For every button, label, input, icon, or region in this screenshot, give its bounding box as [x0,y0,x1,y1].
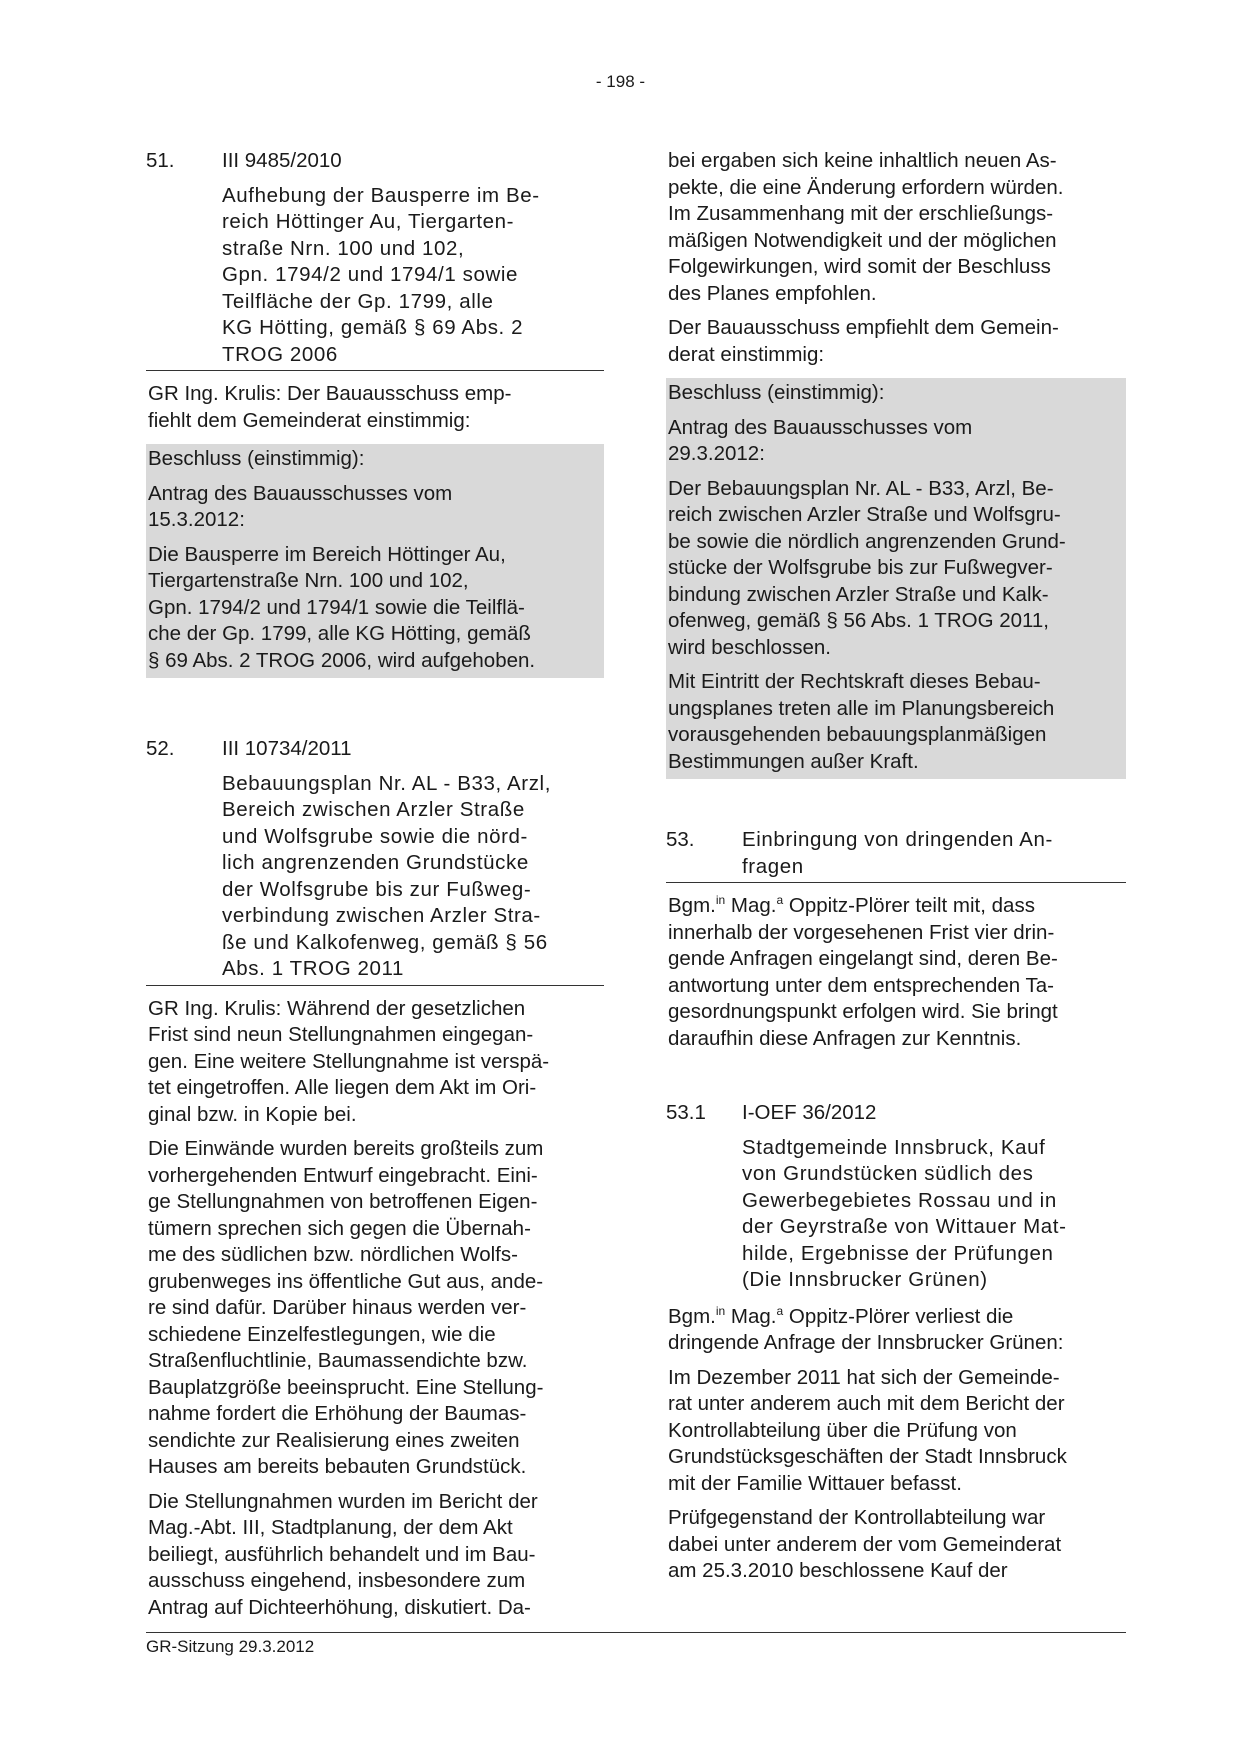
text-line: TROG 2006 [222,342,338,366]
item-52-header [146,736,604,763]
item-53-1-number: 53.1 [666,1101,706,1124]
text-line: grubenweges ins öffentliche Gut aus, ande- [148,1269,544,1293]
left-column [146,148,604,1621]
text-line: von Grundstücken südlich des [742,1162,1034,1185]
item-51-reference: III 9485/2010 [222,149,342,172]
text-line: re sind dafür. Darüber hinaus werden ver- [148,1296,527,1319]
item-52-recommendation [666,315,1126,368]
item-52-paragraph-2 [146,1136,604,1481]
text-line: Mit Eintritt der Rechtskraft dieses Bebau- [668,670,1041,693]
text-line: des Planes empfohlen. [668,281,877,305]
text-line: lich angrenzenden Grundstücke [222,851,529,874]
item-52-motion [668,415,1122,468]
text-line: Teilfläche der Gp. 1799, alle [222,289,494,313]
mag-suffix-2: a [776,1303,784,1318]
text-line: der Wolfsgrube bis zur Fußweg- [222,877,532,901]
text-line: Frist sind neun Stellungnahmen eingegan- [148,1023,534,1046]
text-line: dringende Anfrage der Innsbrucker Grünen: [668,1331,1064,1354]
item-51-divider [146,370,604,371]
text-line: Einbringung von dringenden An- [742,828,1053,851]
item-52-effect-text [668,669,1122,775]
footer-text: GR-Sitzung 29.3.2012 [146,1637,315,1656]
mag-title: Mag. [730,894,777,917]
text-line: antwortung unter dem entsprechenden Ta- [668,973,1054,997]
text-line: ausschuss eingehend, insbesondere zum [148,1569,526,1592]
text-line: derat einstimmig: [668,342,825,366]
text-line: ginal bzw. in Kopie bei. [148,1102,357,1126]
text-line: daraufhin diese Anfragen zur Kenntnis. [668,1026,1022,1050]
item-53-divider [666,882,1126,883]
item-51-number: 51. [146,149,175,172]
text-line: fiehlt dem Gemeinderat einstimmig: [148,408,471,432]
text-line: Antrag auf Dichteerhöhung, diskutiert. Da- [148,1595,531,1619]
text-line: Gpn. 1794/2 und 1794/1 sowie [222,263,519,286]
item-53-1-header [666,1100,1126,1127]
text-line: mit der Familie Wittauer befasst. [668,1471,962,1495]
text-line: tümern sprechen sich gegen die Übernah- [148,1216,531,1240]
text-line: be sowie die nördlich angrenzenden Grund- [668,529,1066,553]
text-line: me des südlichen bzw. nördlichen Wolfs- [148,1243,518,1266]
text-line: Mag.-Abt. III, Stadtplanung, der dem Akt [148,1516,513,1539]
mayor-title-2: Bgm. [668,1304,716,1328]
mag-title-2: Mag. [730,1304,777,1328]
text-line: GR Ing. Krulis: Der Bauausschuss emp- [148,382,512,405]
text-line: Bereich zwischen Arzler Straße [222,798,525,821]
text-line: stücke der Wolfsgrube bis zur Fußwegver- [668,556,1053,579]
text-line: Aufhebung der Bausperre im Be- [222,183,540,207]
item-51-motion [148,481,600,534]
item-52-decision-box [666,378,1126,779]
text-line: wird beschlossen. [668,635,831,659]
item-53-1-paragraph-2 [666,1365,1126,1498]
text-line: straße Nrn. 100 und 102, [222,236,465,260]
text-line: Die Einwände wurden bereits großteils zum [148,1137,544,1160]
item-53-1-title [742,1135,1126,1294]
text-line: pekte, die eine Änderung erfordern würden. [668,175,1064,199]
mayor-suffix: in [715,893,726,908]
text-line: mäßigen Notwendigkeit und der möglichen [668,228,1057,252]
text-line: gende Anfragen eingelangt sind, deren Be- [668,947,1058,970]
text-line: Tiergartenstraße Nrn. 100 und 102, [148,569,469,592]
item-53-1-reference: I-OEF 36/2012 [742,1101,877,1124]
text-line: ße und Kalkofenweg, gemäß § 56 [222,930,548,954]
text-line: Grundstücksgeschäften der Stadt Innsbruck [668,1445,1067,1468]
text-line: ungsplanes treten alle im Planungsbereich [668,696,1055,720]
text-line: § 69 Abs. 2 TROG 2006, wird aufgehoben. [148,648,536,672]
text-line: KG Hötting, gemäß § 69 Abs. 2 [222,316,524,339]
text-line: fragen [742,854,804,878]
text-line: Im Zusammenhang mit der erschließungs- [668,202,1054,225]
text-line: Hauses am bereits bebauten Grundstück. [148,1455,527,1478]
right-column [666,148,1126,1585]
item-51-header [146,148,604,175]
item-51-decision-text [148,542,600,675]
text-line: bei ergaben sich keine inhaltlich neuen As- [668,149,1057,172]
text-line: che der Gp. 1799, alle KG Hötting, gemäß [148,622,531,645]
text-line: reich Höttinger Au, Tiergarten- [222,210,515,233]
text-line: sendichte zur Realisierung eines zweiten [148,1428,520,1452]
footer-divider [146,1632,1126,1633]
text-line: (Die Innsbrucker Grünen) [742,1268,988,1291]
item-51-intro [146,381,604,434]
text-line: Die Bausperre im Bereich Höttinger Au, [148,542,506,566]
text-line: ge Stellungnahmen von betroffenen Eigen- [148,1190,538,1213]
text-line: Kontrollabteilung über die Prüfung von [668,1418,1017,1442]
item-53-1-paragraph-1-lines [668,1330,1122,1357]
text-line: Antrag des Bauausschusses vom [668,415,973,439]
text-line: Gpn. 1794/2 und 1794/1 sowie die Teilflä- [148,595,525,619]
item-51-decision-label: Beschluss (einstimmig): [148,447,365,470]
text-line: Der Bauausschuss empfiehlt dem Gemein- [668,316,1059,339]
text-line: tet eingetroffen. Alle liegen dem Akt im Ori- [148,1076,537,1099]
item-52-divider [146,985,604,986]
text-line: dabei unter anderem der vom Gemeinderat [668,1532,1062,1556]
item-53-1-paragraph-1 [666,1304,1126,1357]
text-line: Bebauungsplan Nr. AL - B33, Arzl, [222,771,552,795]
item-52-title [222,771,604,983]
item-52-reference: III 10734/2011 [222,737,352,760]
item-53-1-first-line-rest: Oppitz-Plörer verliest die [788,1304,1014,1328]
item-53-first-line-rest: Oppitz-Plörer teilt mit, dass [788,894,1035,917]
text-line: Abs. 1 TROG 2011 [222,957,405,980]
item-53-1-paragraph-3 [666,1505,1126,1585]
text-line: innerhalb der vorgesehenen Frist vier drin- [668,920,1055,944]
text-line: Der Bebauungsplan Nr. AL - B33, Arzl, Be- [668,476,1054,500]
text-line: der Geyrstraße von Wittauer Mat- [742,1215,1067,1238]
text-line: Bestimmungen außer Kraft. [668,749,919,773]
text-line: Gewerbegebietes Rossau und in [742,1188,1057,1212]
item-51-title [222,183,604,369]
item-53-number: 53. [666,828,695,851]
text-line: Antrag des Bauausschusses vom [148,481,453,505]
text-line: Stadtgemeinde Innsbruck, Kauf [742,1135,1046,1159]
item-53-header [666,827,1126,880]
text-line: am 25.3.2010 beschlossene Kauf der [668,1559,1008,1582]
text-line: 15.3.2012: [148,508,245,531]
text-line: nahme fordert die Erhöhung der Baumas- [148,1402,527,1425]
mayor-suffix-2: in [715,1303,726,1318]
text-line: reich zwischen Arzler Straße und Wolfsgru- [668,503,1061,526]
mayor-title: Bgm. [668,894,716,917]
item-52-paragraph-1 [146,996,604,1129]
mag-suffix: a [776,893,784,908]
item-52-paragraph-3 [146,1489,604,1622]
text-line: Bauplatzgröße beeinsprucht. Eine Stellung- [148,1375,544,1399]
item-53-title [742,827,1053,880]
item-52-decision-label: Beschluss (einstimmig): [668,381,885,404]
text-line: hilde, Ergebnisse der Prüfungen [742,1241,1054,1265]
text-line: gesordnungspunkt erfolgen wird. Sie bringt [668,1000,1058,1023]
item-53-paragraph-1 [666,893,1126,1052]
text-line: und Wolfsgrube sowie die nörd- [222,824,528,848]
text-line: GR Ing. Krulis: Während der gesetzlichen [148,996,526,1020]
text-line: Im Dezember 2011 hat sich der Gemeinde- [668,1365,1060,1389]
text-line: 29.3.2012: [668,442,765,465]
text-line: beiliegt, ausführlich behandelt und im Bau- [148,1542,536,1566]
item-52-number: 52. [146,737,175,760]
text-line: ofenweg, gemäß § 56 Abs. 1 TROG 2011, [668,609,1049,632]
text-line: Prüfgegenstand der Kontrollabteilung war [668,1506,1046,1529]
text-line: verbindung zwischen Arzler Stra- [222,904,541,927]
item-53-paragraph-1-lines [668,920,1122,1053]
text-line: vorhergehenden Entwurf eingebracht. Eini- [148,1163,538,1187]
text-line: Folgewirkungen, wird somit der Beschluss [668,255,1051,278]
text-line: rat unter anderem auch mit dem Bericht der [668,1392,1065,1415]
item-52-continuation [666,148,1126,307]
text-line: bindung zwischen Arzler Straße und Kalk- [668,582,1049,606]
item-52-decision-text [668,476,1122,662]
text-line: schiedene Einzelfestlegungen, wie die [148,1322,496,1346]
page-number: - 198 - [595,72,646,91]
text-line: Straßenfluchtlinie, Baumassendichte bzw. [148,1349,528,1372]
text-line: gen. Eine weitere Stellungnahme ist verspä- [148,1049,550,1073]
item-51-decision-box [146,444,604,678]
text-line: vorausgehenden bebauungsplanmäßigen [668,723,1047,746]
text-line: Die Stellungnahmen wurden im Bericht der [148,1489,538,1513]
